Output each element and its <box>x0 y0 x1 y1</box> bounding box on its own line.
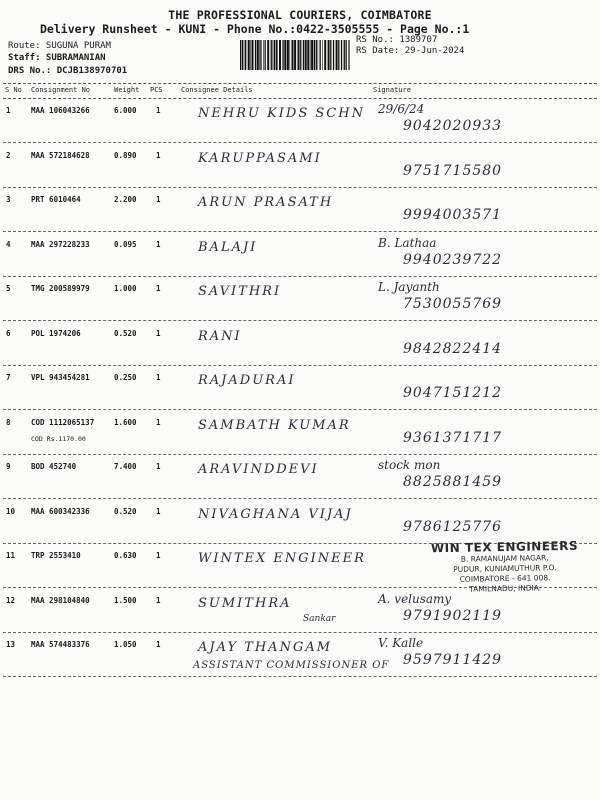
row-consignment: PRT 6010464 <box>31 195 81 204</box>
row-consignment: POL 1974206 <box>31 328 81 338</box>
row-consignee-name: RANI <box>198 328 242 344</box>
row-pcs: 1 <box>156 239 161 249</box>
row-sno: 11 <box>6 551 16 560</box>
barcode-bar <box>303 40 304 70</box>
row-weight: 0.630 <box>114 551 137 560</box>
row-consignee-name: SAMBATH KUMAR <box>198 417 351 433</box>
row-consignee-name: ARAVINDDEVI <box>198 462 319 477</box>
row-pcs: 1 <box>156 106 161 115</box>
row-consignment: MAA 298104840 <box>31 595 90 605</box>
row-cod-amount: COD Rs.1170.00 <box>31 434 86 443</box>
row-weight: 0.890 <box>114 150 137 160</box>
col-consignment: Consignment No <box>31 86 91 94</box>
row-pcs: 1 <box>156 150 161 160</box>
row-phone: 9047151212 <box>403 385 503 401</box>
barcode-bar <box>320 40 321 70</box>
barcode-bar <box>341 40 342 70</box>
row-consignee-note: ASSISTANT COMMISSIONER OF <box>193 660 390 671</box>
table-row <box>3 632 597 677</box>
barcode-bar <box>284 40 286 70</box>
barcode-bar <box>290 40 291 70</box>
barcode-bar <box>265 40 266 70</box>
row-sno: 6 <box>6 328 11 338</box>
stamp-line: PUDUR, KUNIAMUTHUR P.O. <box>453 563 557 574</box>
row-consignment: MAA 297228233 <box>31 239 90 249</box>
barcode-bar <box>245 40 246 70</box>
row-sno: 8 <box>6 417 11 427</box>
row-consignment: VPL 943454281 <box>31 373 90 382</box>
row-sno: 13 <box>6 640 16 649</box>
row-consignee-name: SAVITHRI <box>198 284 282 299</box>
barcode-bar <box>248 40 250 70</box>
row-sno: 7 <box>6 373 11 382</box>
row-weight: 2.200 <box>114 195 137 204</box>
row-consignee-name: BALAJI <box>198 239 258 255</box>
table-row <box>3 232 597 277</box>
col-pcs: PCS <box>150 86 163 94</box>
stamp-line: B. RAMANUJAM NAGAR, <box>460 553 549 564</box>
row-consignee-name: ARUN PRASATH <box>198 195 334 210</box>
barcode-bar <box>328 40 330 70</box>
barcode-bar <box>240 40 241 70</box>
barcode-bar <box>298 40 300 70</box>
barcode-bar <box>276 40 278 70</box>
row-pcs: 1 <box>156 551 161 560</box>
row-weight: 6.000 <box>114 106 137 115</box>
row-sno: 1 <box>6 106 11 115</box>
row-weight: 0.095 <box>114 239 137 249</box>
table-row <box>3 276 597 321</box>
rs-number: RS No.: 1389707 <box>356 35 438 45</box>
barcode-bar <box>261 40 262 70</box>
barcode-bar <box>333 40 334 70</box>
barcode-bar <box>314 40 315 70</box>
row-phone: 9994003571 <box>403 207 503 223</box>
barcode-bar <box>305 40 307 70</box>
row-sno: 5 <box>6 284 11 293</box>
row-sno: 2 <box>6 150 11 160</box>
table-row <box>3 365 597 410</box>
runsheet-title: Delivery Runsheet - KUNI - Phone No.:0422-3505555 - Page No.:1 <box>40 22 470 36</box>
row-weight: 0.520 <box>114 506 137 516</box>
stamp-line: TAMILNADU, INDIA. <box>469 583 542 594</box>
barcode-bar <box>349 40 350 70</box>
barcode-bar <box>273 40 274 70</box>
table-row <box>3 410 597 455</box>
row-weight: 1.050 <box>114 640 137 649</box>
row-phone: 9597911429 <box>403 652 503 668</box>
table-row <box>3 454 597 499</box>
col-sno: S No <box>5 86 22 94</box>
barcode-bar <box>330 40 331 70</box>
row-pcs: 1 <box>156 195 161 204</box>
rs-date: RS Date: 29-Jun-2024 <box>356 46 465 56</box>
table-row <box>3 187 597 232</box>
row-consignee-note: Sankar <box>303 613 336 624</box>
row-pcs: 1 <box>156 462 161 471</box>
row-phone: 9940239722 <box>403 251 503 268</box>
barcode-bar <box>322 40 323 70</box>
row-weight: 1.500 <box>114 595 137 605</box>
barcode-bar <box>336 40 338 70</box>
row-signature: stock mon <box>378 458 441 472</box>
row-signature: L. Jayanth <box>378 280 440 294</box>
row-phone: 9786125776 <box>403 518 503 535</box>
row-consignment: MAA 600342336 <box>31 506 90 516</box>
barcode-bar <box>244 40 245 70</box>
row-sno: 9 <box>6 462 11 471</box>
barcode-bar <box>292 40 294 70</box>
row-weight: 0.520 <box>114 328 137 338</box>
row-sno: 12 <box>6 595 16 605</box>
row-sno: 4 <box>6 239 11 249</box>
row-weight: 0.250 <box>114 373 137 382</box>
table-row <box>3 98 597 143</box>
row-pcs: 1 <box>156 417 161 427</box>
barcode-bar <box>252 40 254 70</box>
drs-number: DRS No.: DCJB138970701 <box>8 66 128 76</box>
barcode-bar <box>294 40 296 70</box>
row-weight: 7.400 <box>114 462 137 471</box>
barcode-bar <box>338 40 339 70</box>
row-consignment: TRP 2553410 <box>31 551 81 560</box>
row-signature: 29/6/24 <box>378 102 425 116</box>
row-phone: 9791902119 <box>403 607 503 624</box>
row-consignee-name: RAJADURAI <box>198 373 296 388</box>
row-weight: 1.600 <box>114 417 137 427</box>
barcode-bar <box>310 40 311 70</box>
col-weight: Weight <box>114 86 140 94</box>
barcode-bar <box>282 40 283 70</box>
barcode-bar <box>250 40 251 70</box>
row-consignment: MAA 572184628 <box>31 150 90 160</box>
route-label: Route: SUGUNA PURAM <box>8 41 111 51</box>
table-row <box>3 499 597 544</box>
row-signature: A. velusamy <box>378 591 452 606</box>
row-consignee-name: AJAY THANGAM <box>198 640 333 655</box>
row-pcs: 1 <box>156 595 161 605</box>
stamp-line: COIMBATORE - 641 008. <box>459 573 551 584</box>
row-pcs: 1 <box>156 506 161 516</box>
table-row <box>3 321 597 366</box>
barcode-bar <box>287 40 289 70</box>
barcode-bar <box>255 40 256 70</box>
row-sno: 10 <box>6 506 16 516</box>
barcode-bar <box>344 40 345 70</box>
barcode-bar <box>346 40 347 70</box>
row-signature: B. Lathaa <box>378 235 437 250</box>
row-phone: 9042020933 <box>403 118 503 134</box>
row-consignment: MAA 106043266 <box>31 106 90 115</box>
row-weight: 1.000 <box>114 284 137 293</box>
barcode-bar <box>242 40 243 70</box>
barcode-bar <box>316 40 317 70</box>
row-consignee-name: SUMITHRA <box>198 595 292 611</box>
col-signature: Signature <box>373 86 411 94</box>
runsheet-header <box>0 0 600 90</box>
company-stamp <box>419 539 590 612</box>
staff-label: Staff: SUBRAMANIAN <box>8 53 106 63</box>
barcode-bar <box>259 40 260 70</box>
row-pcs: 1 <box>156 284 161 293</box>
barcode-bar <box>300 40 301 70</box>
barcode-bar <box>274 40 275 70</box>
barcode-bar <box>324 40 326 70</box>
stamp-title: WIN TEX ENGINEERS <box>430 538 579 556</box>
barcode-icon <box>240 40 350 70</box>
row-pcs: 1 <box>156 373 161 382</box>
barcode-bar <box>307 40 309 70</box>
row-consignment: COD 1112065137 <box>31 417 95 427</box>
barcode-bar <box>271 40 272 70</box>
row-consignment: BOD 452740 <box>31 462 77 471</box>
row-phone: 9361371717 <box>403 429 503 446</box>
row-consignee-name: KARUPPASAMI <box>198 150 322 166</box>
row-phone: 8825881459 <box>403 474 503 490</box>
row-phone: 7530055769 <box>403 296 503 312</box>
barcode-bar <box>257 40 259 70</box>
row-signature: V. Kalle <box>378 636 424 650</box>
row-consignment: MAA 574483376 <box>31 640 90 649</box>
barcode-bar <box>267 40 269 70</box>
barcode-bar <box>263 40 264 70</box>
row-pcs: 1 <box>156 328 161 338</box>
barcode-bar <box>318 40 319 70</box>
row-consignee-name: NEHRU KIDS SCHN <box>198 106 365 121</box>
row-consignee-name: WINTEX ENGINEER <box>198 551 366 566</box>
barcode-bar <box>348 40 349 70</box>
row-phone: 9842822414 <box>403 340 503 357</box>
table-row <box>3 143 597 188</box>
col-consignee: Consignee Details <box>181 86 253 94</box>
row-pcs: 1 <box>156 640 161 649</box>
table-header <box>3 83 597 99</box>
row-consignee-name: NIVAGHANA VIJAJ <box>198 506 353 522</box>
row-sno: 3 <box>6 195 11 204</box>
company-title: THE PROFESSIONAL COURIERS, COIMBATORE <box>168 8 432 22</box>
barcode-bar <box>311 40 313 70</box>
barcode-bar <box>279 40 281 70</box>
row-consignment: TMG 200589979 <box>31 284 90 293</box>
row-phone: 9751715580 <box>403 162 503 179</box>
